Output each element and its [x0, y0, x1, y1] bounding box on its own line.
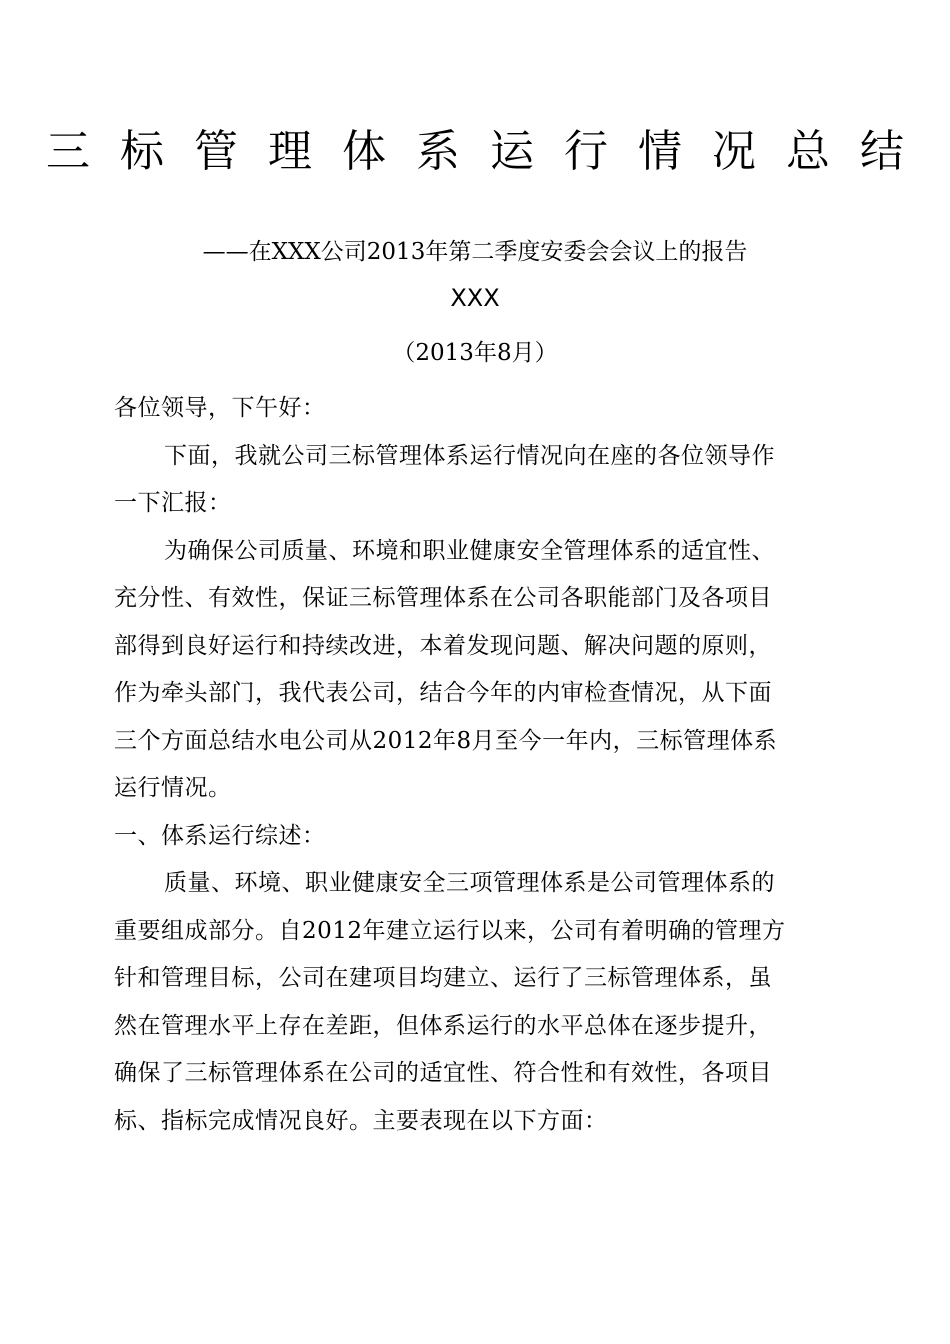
body-text-line: 运行情况。 [114, 775, 232, 801]
body-text-line: 然在管理水平上存在差距，但体系运行的水平总体在逐步提升， [114, 1012, 772, 1039]
body-text-line: 各位领导，下午好： [114, 395, 326, 421]
body-text-line: 下面，我就公司三标管理体系运行情况向在座的各位领导作 [164, 442, 775, 469]
document-date: （2013年8月） [392, 340, 558, 366]
body-text-line: 质量、环境、职业健康安全三项管理体系是公司管理体系的 [164, 870, 775, 896]
body-text-line: 重要组成部分。自2012年建立运行以来，公司有着明确的管理方 [114, 917, 786, 944]
body-text-line: 作为牵头部门，我代表公司，结合今年的内审检查情况，从下面 [114, 680, 772, 706]
body-text-line: 确保了三标管理体系在公司的适宜性、符合性和有效性，各项目 [114, 1060, 772, 1086]
body-text-line: 一下汇报： [114, 490, 232, 516]
body-text-line: 三个方面总结水电公司从2012年8月至今一年内，三标管理体系 [114, 727, 778, 754]
document-body [114, 385, 836, 1145]
body-text-line: 针和管理目标，公司在建项目均建立、运行了三标管理体系，虽 [114, 965, 772, 991]
body-text-line: 部得到良好运行和持续改进，本着发现问题、解决问题的原则， [114, 632, 772, 659]
body-text-line: 标、指标完成情况良好。主要表现在以下方面： [114, 1107, 608, 1134]
body-text-line: 一、体系运行综述： [114, 822, 326, 849]
body-text-line: 为确保公司质量、环境和职业健康安全管理体系的适宜性、 [164, 537, 775, 564]
document-title: 三标管理体系运行情况总结 [46, 126, 934, 177]
body-text-line: 充分性、有效性，保证三标管理体系在公司各职能部门及各项目 [114, 585, 772, 611]
document-subtitle: ——在XXX公司2013年第二季度安委会会议上的报告 [202, 239, 748, 265]
document-author: XXX [450, 284, 500, 312]
